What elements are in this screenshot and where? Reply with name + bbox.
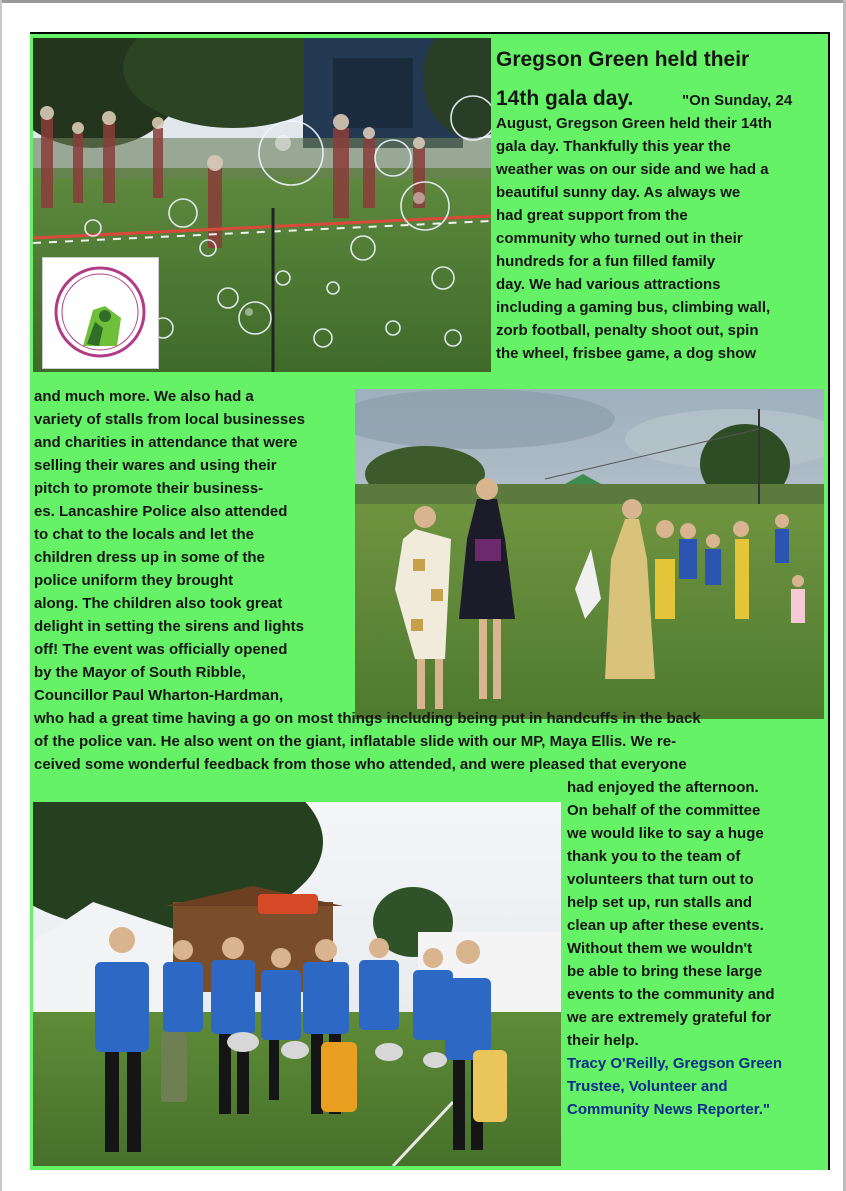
body-line: community who turned out in their — [496, 230, 743, 247]
body-line: beautiful sunny day. As always we — [496, 184, 741, 201]
drummers-photo — [33, 802, 561, 1166]
body-line: who had a great time having a go on most things including being put in handcuffs in the back — [34, 710, 701, 727]
body-line: zorb football, penalty shoot out, spin — [496, 322, 759, 339]
author-credit-line: Trustee, Volunteer and — [567, 1078, 728, 1095]
body-line: we are extremely grateful for — [567, 1009, 772, 1026]
body-line: be able to bring these large — [567, 963, 763, 980]
window-left-border — [0, 0, 2, 1191]
body-line: to chat to the locals and let the — [34, 526, 255, 543]
author-credit-line: Tracy O'Reilly, Gregson Green — [567, 1055, 783, 1072]
body-line: volunteers that turn out to — [567, 871, 754, 888]
body-line: had enjoyed the afternoon. — [567, 779, 759, 796]
newsletter-page — [30, 32, 830, 1170]
body-line: thank you to the team of — [567, 848, 741, 865]
gregson-green-logo — [42, 257, 159, 369]
body-line: August, Gregson Green held their 14th — [496, 115, 772, 132]
body-line: variety of stalls from local businesses — [34, 411, 305, 428]
dancers-photo — [355, 389, 824, 719]
body-line: day. We had various attractions — [496, 276, 721, 293]
body-line: and charities in attendance that were — [34, 434, 298, 451]
body-line: Councillor Paul Wharton-Hardman, — [34, 687, 284, 704]
body-line: hundreds for a fun filled family — [496, 253, 716, 270]
body-line: weather was on our side and we had a — [496, 161, 769, 178]
body-line: Without them we wouldn't — [567, 940, 753, 957]
headline-line-1: Gregson Green held their — [496, 48, 750, 71]
body-line: by the Mayor of South Ribble, — [34, 664, 246, 681]
headline-line-2: 14th gala day. — [496, 87, 634, 110]
body-line: and much more. We also had a — [34, 388, 254, 405]
body-line: including a gaming bus, climbing wall, — [496, 299, 771, 316]
author-credit-line: Community News Reporter." — [567, 1101, 770, 1118]
body-line: gala day. Thankfully this year the — [496, 138, 731, 155]
body-line: "On Sunday, 24 — [682, 92, 793, 109]
body-line: On behalf of the committee — [567, 802, 761, 819]
body-line: ceived some wonderful feedback from those who attended, and were pleased that everyone — [34, 756, 687, 773]
body-line: selling their wares and using their — [34, 457, 277, 474]
body-line: we would like to say a huge — [567, 825, 764, 842]
body-line: pitch to promote their business- — [34, 480, 264, 497]
body-line: off! The event was officially opened — [34, 641, 288, 658]
body-line: along. The children also took great — [34, 595, 283, 612]
body-line: the wheel, frisbee game, a dog show — [496, 345, 757, 362]
window-top-border — [0, 0, 846, 3]
body-line: police uniform they brought — [34, 572, 234, 589]
body-line: children dress up in some of the — [34, 549, 265, 566]
body-line: clean up after these events. — [567, 917, 764, 934]
body-line: es. Lancashire Police also attended — [34, 503, 288, 520]
body-line: had great support from the — [496, 207, 688, 224]
body-line: of the police van. He also went on the giant, inflatable slide with our MP, Maya Ellis. We re- — [34, 733, 677, 750]
body-line: their help. — [567, 1032, 639, 1049]
body-line: help set up, run stalls and — [567, 894, 753, 911]
body-line: events to the community and — [567, 986, 775, 1003]
body-line: delight in setting the sirens and lights — [34, 618, 305, 635]
